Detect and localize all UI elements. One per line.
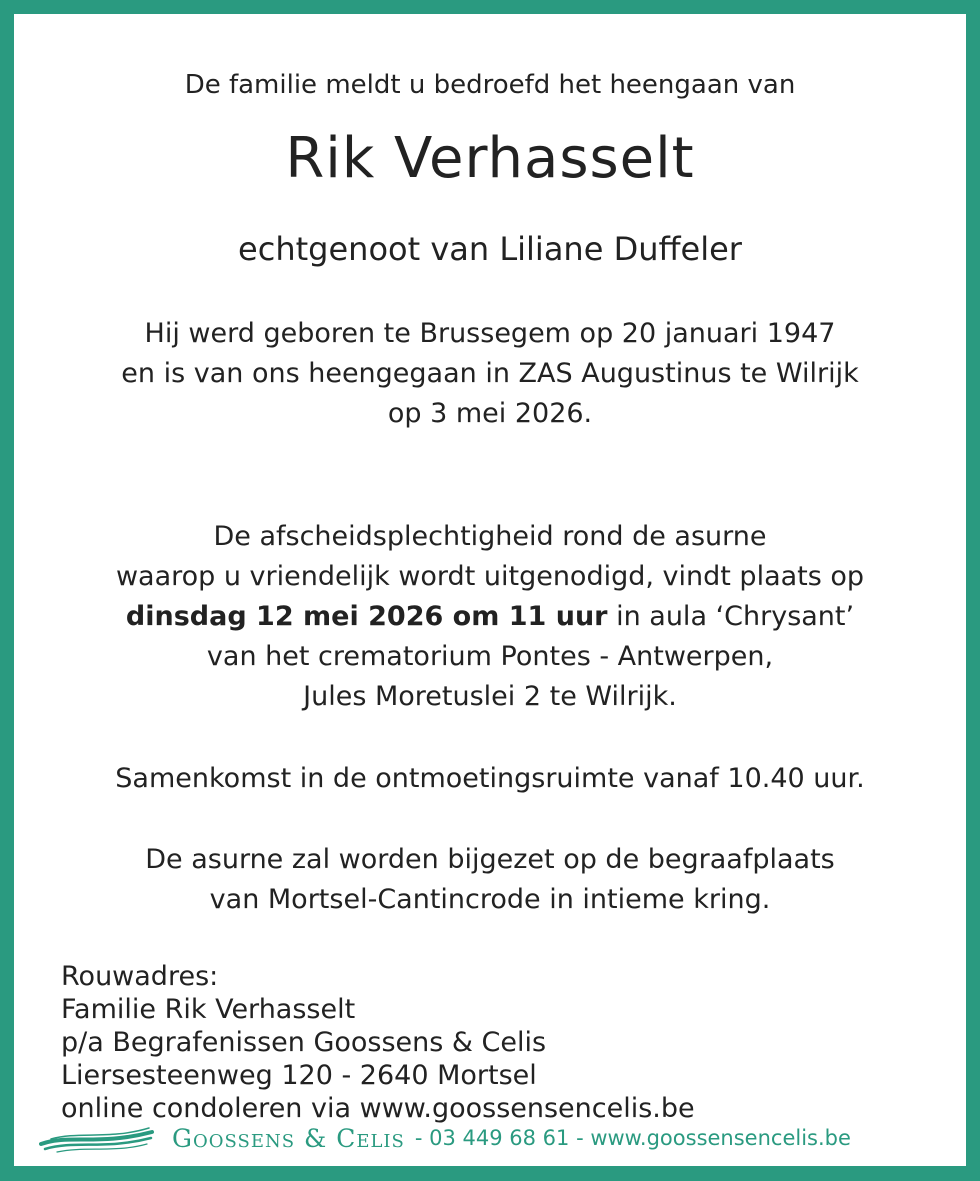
ceremony-line-4: van het crematorium Pontes - Antwerpen, (206, 641, 774, 672)
obituary-card (14, 14, 966, 1166)
burial-line-2: van Mortsel-Cantincrode in intieme kring. (209, 884, 771, 915)
mourning-address (61, 960, 695, 1125)
ceremony-datetime: dinsdag 12 mei 2026 om 11 uur (125, 601, 608, 632)
address-street: Liersesteenweg 120 - 2640 Mortsel (61, 1060, 537, 1091)
contact-info: - 03 449 68 61 - www.goossensencelis.be (414, 1126, 851, 1150)
burial-info (14, 840, 966, 920)
address-label: Rouwadres: (61, 961, 219, 992)
address-condolence: online condoleren via www.goossensencelis.be (61, 1093, 695, 1124)
wave-swoosh-icon (39, 1122, 154, 1154)
ceremony-location: in aula ‘Chrysant’ (607, 601, 855, 632)
gathering-info: Samenkomst in de ontmoetingsruimte vanaf 10.40 uur. (115, 763, 865, 794)
spouse-line: echtgenoot van Liliane Duffeler (238, 230, 742, 268)
birth-line-3: op 3 mei 2026. (387, 398, 593, 429)
address-funeral-home: p/a Begrafenissen Goossens & Celis (61, 1027, 547, 1058)
intro-text: De familie meldt u bedroefd het heengaan van (184, 70, 796, 100)
birth-line-2: en is van ons heengegaan in ZAS Augustinus te Wilrijk (121, 358, 859, 389)
ceremony-line-3 (14, 597, 966, 637)
funeral-home-footer (39, 1120, 959, 1156)
brand-name: Goossens & Celis (172, 1123, 405, 1153)
ceremony-line-1: De afscheidsplechtigheid rond de asurne (213, 521, 767, 552)
burial-line-1: De asurne zal worden bijgezet op de begraafplaats (145, 844, 835, 875)
deceased-name: Rik Verhasselt (285, 126, 695, 191)
ceremony-info (14, 517, 966, 717)
ceremony-line-5: Jules Moretuslei 2 te Wilrijk. (303, 681, 677, 712)
ceremony-line-2: waarop u vriendelijk wordt uitgenodigd, vindt plaats op (115, 561, 865, 592)
address-family: Familie Rik Verhasselt (61, 994, 356, 1025)
birth-line-1: Hij werd geboren te Brussegem op 20 januari 1947 (144, 318, 836, 349)
birth-death-info (14, 314, 966, 434)
